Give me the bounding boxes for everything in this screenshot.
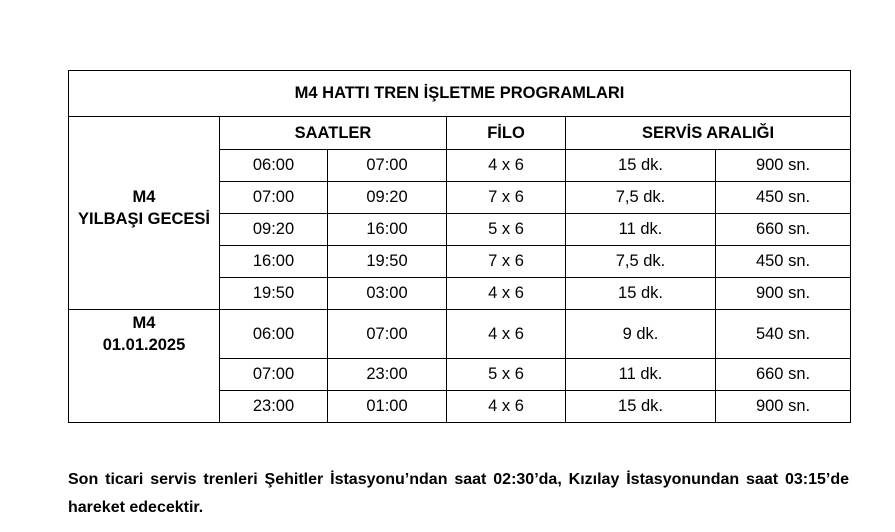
fleet: 4 x 6 xyxy=(447,391,566,423)
interval-minutes: 7,5 dk. xyxy=(566,182,716,214)
end-time: 07:00 xyxy=(328,310,447,359)
interval-seconds: 900 sn. xyxy=(716,150,851,182)
interval-seconds: 450 sn. xyxy=(716,246,851,278)
group-label-jan-1 xyxy=(69,310,220,423)
start-time: 07:00 xyxy=(220,359,328,391)
end-time: 03:00 xyxy=(328,278,447,310)
fleet: 7 x 6 xyxy=(447,246,566,278)
end-time: 01:00 xyxy=(328,391,447,423)
group-line: M4 xyxy=(132,188,156,206)
interval-minutes: 11 dk. xyxy=(566,359,716,391)
interval-minutes: 15 dk. xyxy=(566,150,716,182)
start-time: 06:00 xyxy=(220,150,328,182)
group-name: 01.01.2025 xyxy=(102,336,186,354)
interval-seconds: 540 sn. xyxy=(716,310,851,359)
schedule-table xyxy=(68,70,851,423)
footnote: Son ticari servis trenleri Şehitler İstasyonu’ndan saat 02:30’da, Kızılay İstasyonundan saat 03:15’de hareket edecektir. xyxy=(68,471,849,516)
fleet: 4 x 6 xyxy=(447,150,566,182)
end-time: 16:00 xyxy=(328,214,447,246)
group-line: M4 xyxy=(132,314,156,332)
start-time: 23:00 xyxy=(220,391,328,423)
end-time: 07:00 xyxy=(328,150,447,182)
fleet: 5 x 6 xyxy=(447,359,566,391)
start-time: 06:00 xyxy=(220,310,328,359)
fleet: 4 x 6 xyxy=(447,310,566,359)
interval-minutes: 15 dk. xyxy=(566,278,716,310)
interval-seconds: 660 sn. xyxy=(716,359,851,391)
end-time: 09:20 xyxy=(328,182,447,214)
header-hours: SAATLER xyxy=(220,117,447,150)
header-row xyxy=(69,117,851,150)
header-fleet: FİLO xyxy=(447,117,566,150)
group-name: YILBAŞI GECESİ xyxy=(77,210,211,228)
interval-seconds: 450 sn. xyxy=(716,182,851,214)
table-row xyxy=(69,310,851,359)
start-time: 07:00 xyxy=(220,182,328,214)
interval-minutes: 15 dk. xyxy=(566,391,716,423)
fleet: 7 x 6 xyxy=(447,182,566,214)
end-time: 23:00 xyxy=(328,359,447,391)
header-interval: SERVİS ARALIĞI xyxy=(566,117,851,150)
start-time: 19:50 xyxy=(220,278,328,310)
interval-minutes: 11 dk. xyxy=(566,214,716,246)
start-time: 16:00 xyxy=(220,246,328,278)
interval-seconds: 900 sn. xyxy=(716,278,851,310)
end-time: 19:50 xyxy=(328,246,447,278)
fleet: 5 x 6 xyxy=(447,214,566,246)
table-title: M4 HATTI TREN İŞLETME PROGRAMLARI xyxy=(69,71,851,117)
title-row xyxy=(69,71,851,117)
interval-seconds: 900 sn. xyxy=(716,391,851,423)
interval-minutes: 7,5 dk. xyxy=(566,246,716,278)
fleet: 4 x 6 xyxy=(447,278,566,310)
group-label-new-years-eve xyxy=(69,117,220,310)
start-time: 09:20 xyxy=(220,214,328,246)
interval-seconds: 660 sn. xyxy=(716,214,851,246)
interval-minutes: 9 dk. xyxy=(566,310,716,359)
